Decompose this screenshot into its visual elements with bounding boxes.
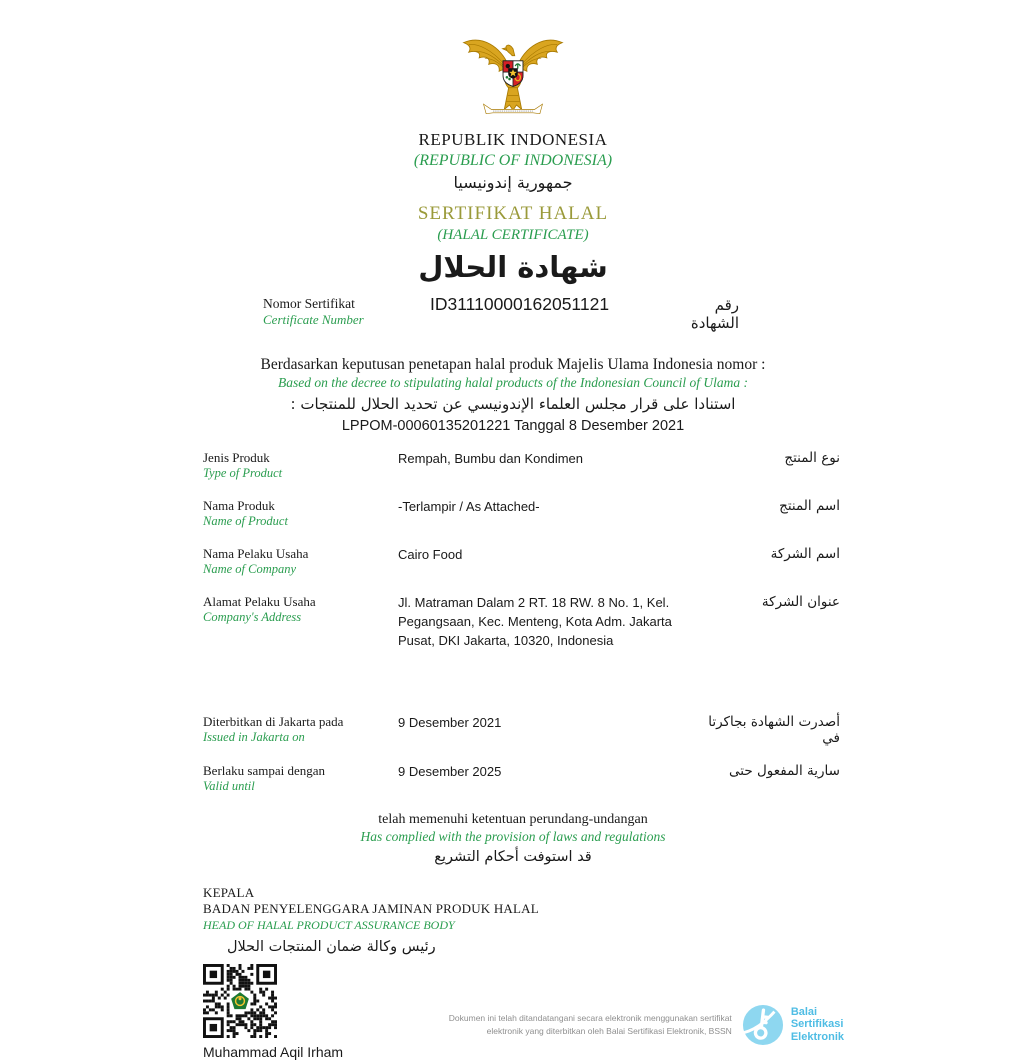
field-value: 9 Desember 2021 xyxy=(398,714,502,730)
field-label-ar: عنوان الشركة xyxy=(761,594,840,610)
bsre-name-line3: Elektronik xyxy=(790,1030,844,1043)
field-row-valid-until xyxy=(203,763,840,794)
field-label-id: Berlaku sampai dengan xyxy=(203,762,326,778)
signatory-title-line1: KEPALA xyxy=(203,884,255,900)
compliance-line-ar: قد استوفت أحكام التشريع xyxy=(434,848,592,865)
field-label-id: Diterbitkan di Jakarta pada xyxy=(203,713,344,729)
field-value: Cairo Food xyxy=(398,547,463,562)
disclaimer-line1: Dokumen ini telah ditandatangani secara elektronik menggunakan sertifikat xyxy=(448,1012,732,1023)
certificate-number-label-id: Nomor Sertifikat xyxy=(263,296,355,311)
field-value: Rempah, Bumbu dan Kondimen xyxy=(398,451,584,466)
field-label-en: Issued in Jakarta on xyxy=(203,729,305,744)
field-label-en: Valid until xyxy=(203,778,255,793)
field-label-en: Type of Product xyxy=(203,466,283,480)
spacer xyxy=(182,668,844,714)
signatory-title-ar: رئيس وكالة ضمان المنتجات الحلال xyxy=(227,938,436,955)
compliance-statement xyxy=(182,812,844,865)
field-label xyxy=(203,546,398,577)
decree-line-id: Berdasarkan keputusan penetapan halal produk Majelis Ulama Indonesia nomor : xyxy=(260,356,766,373)
signatory-title-line2: BADAN PENYELENGGARA JAMINAN PRODUK HALAL xyxy=(203,900,539,916)
signature-block xyxy=(203,964,343,1060)
certificate-number-row xyxy=(263,296,739,332)
field-label xyxy=(203,763,398,794)
certificate-title-id: SERTIFIKAT HALAL xyxy=(417,203,609,224)
field-row-issued-date xyxy=(203,714,840,746)
field-label xyxy=(203,594,398,625)
field-label-id: Nama Produk xyxy=(203,498,275,513)
decree-number: LPPOM-00060135201221 Tanggal 8 Desember 2021 xyxy=(341,418,685,434)
key-icon xyxy=(742,1004,784,1046)
field-label-en: Name of Company xyxy=(203,562,297,576)
country-name-id: REPUBLIK INDONESIA xyxy=(418,130,608,149)
field-value: -Terlampir / As Attached- xyxy=(398,499,540,514)
field-label xyxy=(203,498,398,529)
certificate-number-label-en: Certificate Number xyxy=(263,312,364,327)
field-label-ar: أصدرت الشهادة بجاكرتا في xyxy=(708,713,840,746)
decree-line-ar: استنادا على قرار مجلس العلماء الإندونيسي عن تحديد الحلال للمنتجات : xyxy=(290,395,736,413)
field-row-company-name xyxy=(203,546,840,577)
certificate-number-label xyxy=(263,296,430,328)
bsre-logo xyxy=(742,1004,844,1046)
decree-statement xyxy=(182,356,844,434)
compliance-line-en: Has complied with the provision of laws and regulations xyxy=(360,828,666,844)
field-label xyxy=(203,450,398,481)
field-label-id: Nama Pelaku Usaha xyxy=(203,546,309,561)
signatory-title-en: HEAD OF HALAL PRODUCT ASSURANCE BODY xyxy=(203,917,455,932)
field-label-ar: نوع المنتج xyxy=(784,450,840,466)
compliance-line-id: telah memenuhi ketentuan perundang-undangan xyxy=(378,811,648,827)
field-value: 9 Desember 2025 xyxy=(398,763,502,779)
disclaimer-text xyxy=(449,1012,732,1038)
field-row-product-type xyxy=(203,450,840,481)
kemenag-logo-icon xyxy=(230,990,251,1011)
field-label-en: Name of Product xyxy=(203,514,288,528)
bsre-name-line1: Balai xyxy=(790,1005,818,1018)
decree-line-en: Based on the decree to stipulating halal products of the Indonesian Council of Ulama : xyxy=(278,375,748,390)
field-row-company-address xyxy=(203,594,840,651)
bsre-name xyxy=(791,1006,844,1044)
field-label-id: Jenis Produk xyxy=(203,450,270,465)
signatory-block xyxy=(203,885,844,956)
garuda-pancasila-emblem-icon xyxy=(182,28,844,124)
disclaimer-line2: elektronik yang diterbitkan oleh Balai Sertifikasi Elektronik, BSSN xyxy=(486,1025,732,1036)
certificate-title-ar: شهادة الحلال xyxy=(418,250,608,284)
electronic-signature-note xyxy=(449,1004,844,1060)
certificate-fields xyxy=(182,450,844,794)
footer xyxy=(203,964,844,1060)
field-value: Jl. Matraman Dalam 2 RT. 18 RW. 8 No. 1, Kel. Pegangsaan, Kec. Menteng, Kota Adm. Jakarta Pusat, DKI Jakarta, 10320, Indonesia xyxy=(398,595,672,648)
field-label-ar: سارية المفعول حتى xyxy=(729,762,840,779)
bsre-name-line2: Sertifikasi xyxy=(790,1018,844,1031)
certificate-title-en: (HALAL CERTIFICATE) xyxy=(437,227,589,243)
qr-code xyxy=(203,964,277,1038)
field-label-ar: اسم الشركة xyxy=(770,546,840,562)
certificate-content xyxy=(182,28,844,1060)
certificate-header xyxy=(182,28,844,284)
field-label-en: Company's Address xyxy=(203,610,302,624)
country-name-ar: جمهورية إندونيسيا xyxy=(453,173,573,192)
field-row-product-name xyxy=(203,498,840,529)
field-label-id: Alamat Pelaku Usaha xyxy=(203,594,316,609)
certificate-number-label-ar: رقم الشهادة xyxy=(690,296,739,332)
certificate-number-value: ID31110000162051121 xyxy=(430,294,610,314)
field-label xyxy=(203,714,398,745)
country-name-en: (REPUBLIC OF INDONESIA) xyxy=(413,152,613,169)
signatory-name: Muhammad Aqil Irham xyxy=(203,1043,344,1060)
field-label-ar: اسم المنتج xyxy=(779,498,840,514)
